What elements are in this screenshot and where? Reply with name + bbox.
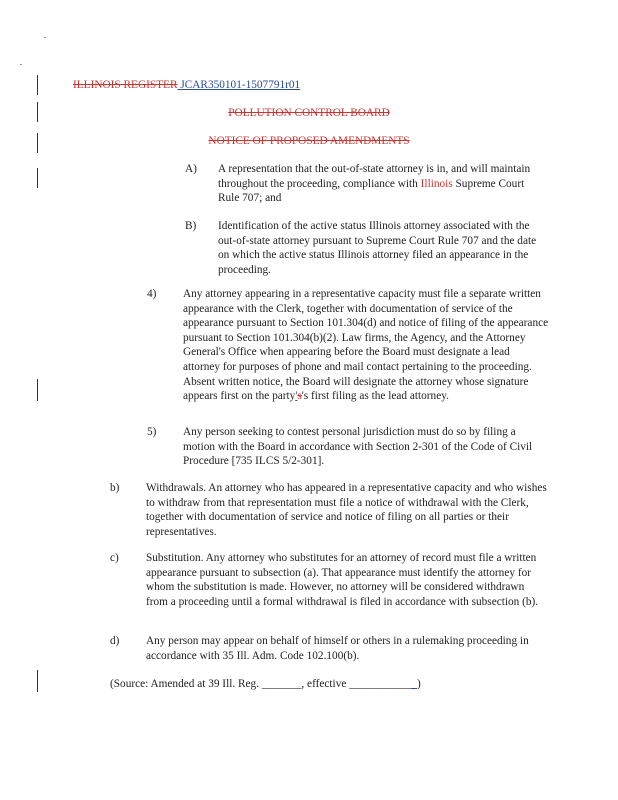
item-b-text: Identification of the active status Illinois attorney associated with the out-of-state attorney pursuant to Supreme Court Rule 707 and the date on which the active status Illinois attorney filed an appearance in the proceeding.	[218, 220, 537, 276]
register-struck: ILLINOIS REGISTER	[73, 79, 178, 91]
item-b-label: B)	[185, 220, 197, 232]
subsection-d-text: Any person may appear on behalf of himself or others in a rulemaking proceeding in accordance with 35 Ill. Adm. Code 102.100(b).	[146, 635, 529, 662]
change-bar	[37, 75, 38, 95]
board-title: POLLUTION CONTROL BOARD	[228, 107, 390, 119]
change-bar	[37, 379, 38, 401]
para-5-text: Any person seeking to contest personal jurisdiction must do so by filing a motion with the Board in accordance with Section 2-301 of the Code of Civil Procedure [735 ILCS 5/2-301].	[183, 426, 533, 468]
para-4-text: Any attorney appearing in a representative capacity must file a separate written appearance with the Clerk, together with documentation of service of the appearance pursuant to Section 101.304(d) and notice of filing of the appearance pursuant to Section 101.304(b)(2). Law firms, the Agency, and the Attorney General's Office when appearing before the Board must designate a lead attorney for purposes of phone and mail contact pertaining to the proceeding. Absent written notice, the Board will designate the attorney whose signature appears first on the party's's first filing as the lead attorney.	[183, 288, 549, 403]
source-note: (Source: Amended at 39 Ill. Reg. _______, effective ____________)	[110, 678, 421, 690]
subsection-b-label: b)	[110, 482, 120, 494]
subsection-c-label: c)	[110, 552, 119, 564]
item-a-text: A representation that the out-of-state attorney is in, and will maintain throughout the proceeding, compliance with Illinois Supreme Court Rule 707; and	[218, 163, 531, 205]
subsection-b-text: Withdrawals. An attorney who has appeared in a representative capacity and who wishes to withdraw from that representation must file a notice of withdrawal with the Clerk, together with documentation of service and notice of filing on all parties or their representatives.	[146, 482, 547, 538]
scan-speck	[20, 64, 22, 65]
subsection-c-text: Substitution. Any attorney who substitutes for an attorney of record must file a written appearance pursuant to subsection (a). That appearance must identify the attorney for whom the substitution is made. However, no attorney will be considered withdrawn from a proceeding until a formal withdrawal is filed in accordance with subsection (b).	[146, 552, 539, 608]
change-bar	[37, 168, 38, 188]
apostrophe-insert: '	[295, 390, 298, 403]
reg-blank: _______	[261, 678, 302, 690]
change-bar	[37, 670, 38, 692]
scan-speck	[44, 37, 46, 38]
register-header	[73, 78, 473, 93]
para-4-label: 4)	[147, 288, 157, 300]
notice-title: NOTICE OF PROPOSED AMENDMENTS	[208, 135, 410, 147]
subsection-d-label: d)	[110, 635, 120, 647]
register-code: JCAR350101-1507791r01	[180, 79, 301, 91]
blank-insert: _	[411, 678, 417, 690]
s-deletion: s	[297, 390, 302, 403]
para-5-label: 5)	[147, 426, 157, 438]
illinois-insert: Illinois	[420, 177, 453, 190]
item-a-label: A)	[185, 163, 197, 175]
effective-blank: ___________	[349, 678, 412, 690]
